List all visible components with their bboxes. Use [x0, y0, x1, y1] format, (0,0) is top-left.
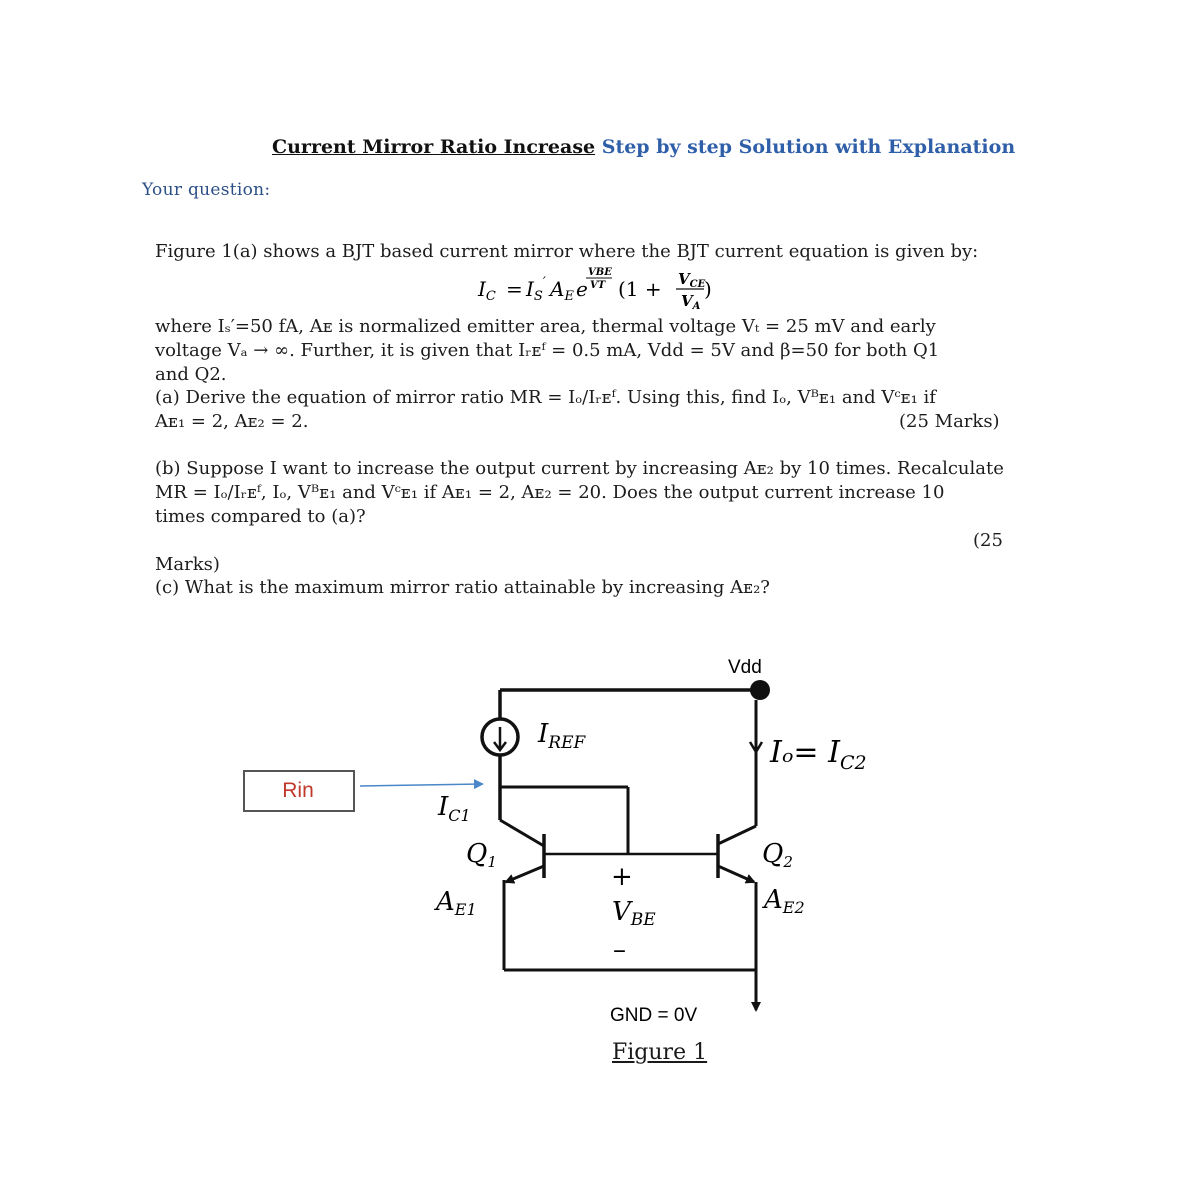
- ae1-label: AE1: [436, 887, 477, 919]
- your-question-label: Your question:: [142, 180, 271, 200]
- question-line-1: where Iₛ′=50 fA, Aᴇ is normalized emitter area, thermal voltage Vₜ = 25 mV and early: [155, 316, 936, 337]
- part-b-line-3: times compared to (a)?: [155, 506, 366, 527]
- question-line-2: voltage Vₐ → ∞. Further, it is given that Iᵣᴇᶠ = 0.5 mA, Vdd = 5V and β=50 for both Q1: [155, 340, 940, 361]
- q2-collector: [718, 826, 756, 844]
- equation-is: $I_S'$: [526, 275, 546, 304]
- equation-va: $V_A$: [681, 292, 701, 312]
- part-b-marks-close: Marks): [155, 554, 220, 575]
- part-a-line-1: (a) Derive the equation of mirror ratio MR = Iₒ/Iᵣᴇᶠ. Using this, find Iₒ, Vᴮᴇ₁ and Vᶜᴇ₁ if: [155, 387, 936, 408]
- ic1-label: $I_{C1}$: [438, 792, 471, 825]
- equation-equals: =: [506, 277, 523, 301]
- ae2-label: AE2: [764, 885, 805, 917]
- equation-ae: $A_E$: [550, 277, 574, 304]
- equation-close-paren: ): [704, 277, 712, 301]
- title-main: Current Mirror Ratio Increase: [272, 136, 596, 158]
- equation-vbe: VBE: [588, 267, 612, 278]
- iref-label: $I_{REF}$: [538, 719, 586, 753]
- vdd-node: [750, 680, 770, 700]
- part-c: (c) What is the maximum mirror ratio attainable by increasing Aᴇ₂?: [155, 577, 770, 598]
- q1-emitter: [506, 866, 544, 882]
- part-b-line-2: MR = Iₒ/Iᵣᴇᶠ, Iₒ, Vᴮᴇ₁ and Vᶜᴇ₁ if Aᴇ₁ = 2, Aᴇ₂ = 20. Does the output current increase 10: [155, 482, 945, 503]
- equation-exp: e: [576, 277, 588, 301]
- part-a-line-2: Aᴇ₁ = 2, Aᴇ₂ = 2.: [155, 411, 309, 432]
- gnd-label: GND = 0V: [610, 1005, 698, 1026]
- equation-paren: (1 +: [618, 277, 662, 301]
- figure-caption: Figure 1: [612, 1040, 708, 1065]
- q1-collector: [500, 820, 544, 846]
- vbe-label: VBE: [612, 897, 656, 930]
- q1-label: Q1: [466, 839, 497, 871]
- part-a-marks: (25 Marks): [899, 411, 1000, 432]
- equation-lhs: $I_C$: [478, 277, 496, 304]
- equation-vce: $V_{CE}$: [678, 270, 706, 290]
- vbe-minus: –: [613, 935, 626, 965]
- part-b-marks-open: (25: [973, 530, 1003, 551]
- rin-label: Rin: [282, 779, 314, 802]
- title-subtitle: Step by step Solution with Explanation: [595, 136, 1016, 158]
- question-line-3: and Q2.: [155, 364, 227, 385]
- io-label: $I_o= I_{C2}$: [770, 735, 867, 774]
- part-b-line-1: (b) Suppose I want to increase the output current by increasing Aᴇ₂ by 10 times. Recalculate: [155, 458, 1004, 479]
- rin-arrow: [360, 784, 482, 786]
- q2-emitter: [718, 866, 754, 882]
- equation-vt: VT: [590, 280, 606, 291]
- vdd-label: Vdd: [728, 657, 762, 678]
- vbe-plus: +: [611, 862, 633, 892]
- q2-label: Q2: [762, 839, 793, 871]
- question-intro: Figure 1(a) shows a BJT based current mirror where the BJT current equation is given by:: [155, 241, 979, 262]
